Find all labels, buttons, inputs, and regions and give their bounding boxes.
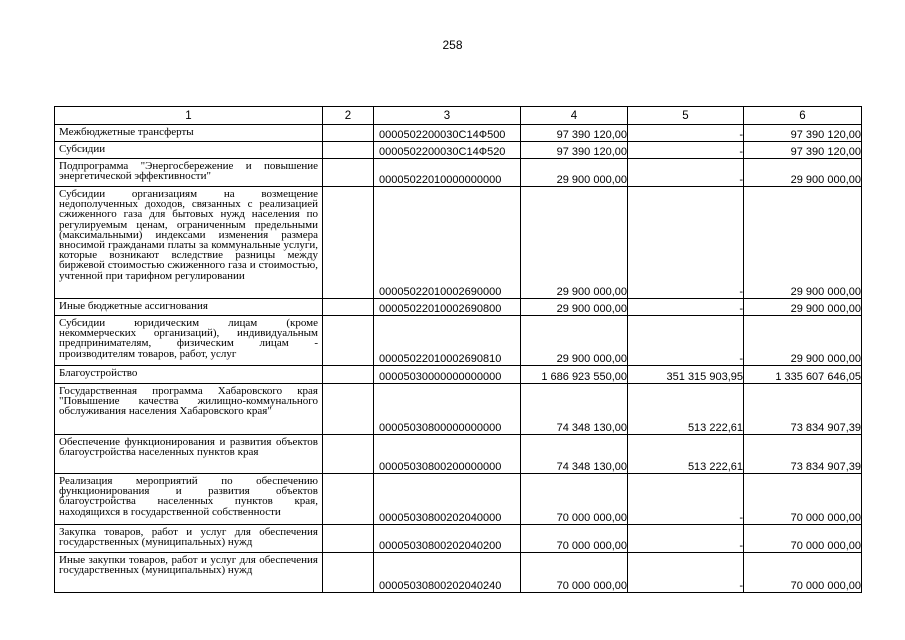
row-col2: [323, 125, 374, 142]
row-value-6: 29 900 000,00: [744, 316, 862, 366]
row-value-6: 73 834 907,39: [744, 384, 862, 435]
row-value-4: 74 348 130,00: [521, 435, 628, 474]
table-row: [55, 316, 862, 366]
table-row: [55, 299, 862, 316]
row-value-4: 29 900 000,00: [521, 299, 628, 316]
row-name: Межбюджетные трансферты: [55, 125, 323, 142]
table-row: [55, 159, 862, 187]
row-name: Государственная программа Хабаровского края "Повышение качества жилищно-коммунального обслуживания населения Хабаровского края": [55, 384, 323, 435]
row-value-5: -: [628, 299, 744, 316]
row-value-4: 1 686 923 550,00: [521, 366, 628, 384]
row-value-5: -: [628, 474, 744, 525]
row-code: 00005030000000000000: [374, 366, 521, 384]
row-col2: [323, 435, 374, 474]
row-value-6: 29 900 000,00: [744, 159, 862, 187]
column-header: 1: [55, 107, 323, 125]
row-name: Иные бюджетные ассигнования: [55, 299, 323, 316]
row-value-6: 70 000 000,00: [744, 553, 862, 593]
row-value-6: 29 900 000,00: [744, 187, 862, 299]
table-row: [55, 366, 862, 384]
column-header: 6: [744, 107, 862, 125]
table-row: [55, 525, 862, 553]
row-name: Благоустройство: [55, 366, 323, 384]
row-value-5: -: [628, 125, 744, 142]
row-col2: [323, 384, 374, 435]
row-code: 00005030800000000000: [374, 384, 521, 435]
table-row: [55, 435, 862, 474]
table-row: [55, 553, 862, 593]
row-value-6: 29 900 000,00: [744, 299, 862, 316]
row-code: 00005030800202040000: [374, 474, 521, 525]
row-col2: [323, 366, 374, 384]
row-value-5: -: [628, 525, 744, 553]
row-value-5: -: [628, 142, 744, 159]
row-value-6: 97 390 120,00: [744, 125, 862, 142]
column-header: 3: [374, 107, 521, 125]
row-value-4: 29 900 000,00: [521, 187, 628, 299]
row-col2: [323, 316, 374, 366]
table-row: [55, 187, 862, 299]
budget-table: [54, 106, 862, 593]
column-header: 2: [323, 107, 374, 125]
row-value-5: -: [628, 316, 744, 366]
row-col2: [323, 142, 374, 159]
row-value-6: 70 000 000,00: [744, 525, 862, 553]
row-value-4: 29 900 000,00: [521, 316, 628, 366]
row-code: 00005022010000000000: [374, 159, 521, 187]
row-value-4: 97 390 120,00: [521, 125, 628, 142]
row-value-5: -: [628, 159, 744, 187]
row-code: 0000502200030С14Ф500: [374, 125, 521, 142]
row-name: Обеспечение функционирования и развития объектов благоустройства населенных пунктов края: [55, 435, 323, 474]
row-value-6: 1 335 607 646,05: [744, 366, 862, 384]
table-header-row: [55, 107, 862, 125]
row-col2: [323, 553, 374, 593]
row-value-4: 74 348 130,00: [521, 384, 628, 435]
row-value-4: 70 000 000,00: [521, 474, 628, 525]
row-name: Субсидии юридическим лицам (кроме некоммерческих организаций), индивидуальным предпринимателям, физическим лицам - производителям товаров, работ, услуг: [55, 316, 323, 366]
row-value-6: 73 834 907,39: [744, 435, 862, 474]
row-value-6: 97 390 120,00: [744, 142, 862, 159]
row-col2: [323, 159, 374, 187]
row-name: Подпрограмма "Энергосбережение и повышение энергетической эффективности": [55, 159, 323, 187]
row-value-6: 70 000 000,00: [744, 474, 862, 525]
column-header: 5: [628, 107, 744, 125]
row-value-5: -: [628, 187, 744, 299]
row-value-4: 70 000 000,00: [521, 553, 628, 593]
row-name: Реализация мероприятий по обеспечению функционирования и развития объектов благоустройства населенных пунктов края, находящихся в государственной собственности: [55, 474, 323, 525]
row-name: Субсидии: [55, 142, 323, 159]
table-row: [55, 142, 862, 159]
row-col2: [323, 525, 374, 553]
row-value-5: 513 222,61: [628, 384, 744, 435]
row-code: 00005022010002690800: [374, 299, 521, 316]
row-code: 0000502200030С14Ф520: [374, 142, 521, 159]
table-row: [55, 125, 862, 142]
row-col2: [323, 187, 374, 299]
row-code: 00005022010002690000: [374, 187, 521, 299]
row-value-4: 97 390 120,00: [521, 142, 628, 159]
row-value-5: 351 315 903,95: [628, 366, 744, 384]
row-value-5: 513 222,61: [628, 435, 744, 474]
row-value-4: 29 900 000,00: [521, 159, 628, 187]
row-name: Иные закупки товаров, работ и услуг для обеспечения государственных (муниципальных) нужд: [55, 553, 323, 593]
row-code: 00005022010002690810: [374, 316, 521, 366]
page-number: 258: [442, 38, 463, 52]
row-name: Закупка товаров, работ и услуг для обеспечения государственных (муниципальных) нужд: [55, 525, 323, 553]
row-col2: [323, 299, 374, 316]
row-value-4: 70 000 000,00: [521, 525, 628, 553]
row-code: 00005030800202040240: [374, 553, 521, 593]
row-code: 00005030800200000000: [374, 435, 521, 474]
row-col2: [323, 474, 374, 525]
row-name: Субсидии организациям на возмещение недополученных доходов, связанных с реализацией сжиженного газа для бытовых нужд населения по регулируемым ценам, ограниченным предельными (максимальными) индексами изменения размера вносимой гражданами платы за коммунальные услуги, которые возникают вследствие разницы между биржевой стоимостью сжиженного газа и стоимостью, учтенной при тарифном регулировании: [55, 187, 323, 299]
table-row: [55, 474, 862, 525]
column-header: 4: [521, 107, 628, 125]
row-code: 00005030800202040200: [374, 525, 521, 553]
table-row: [55, 384, 862, 435]
row-value-5: -: [628, 553, 744, 593]
